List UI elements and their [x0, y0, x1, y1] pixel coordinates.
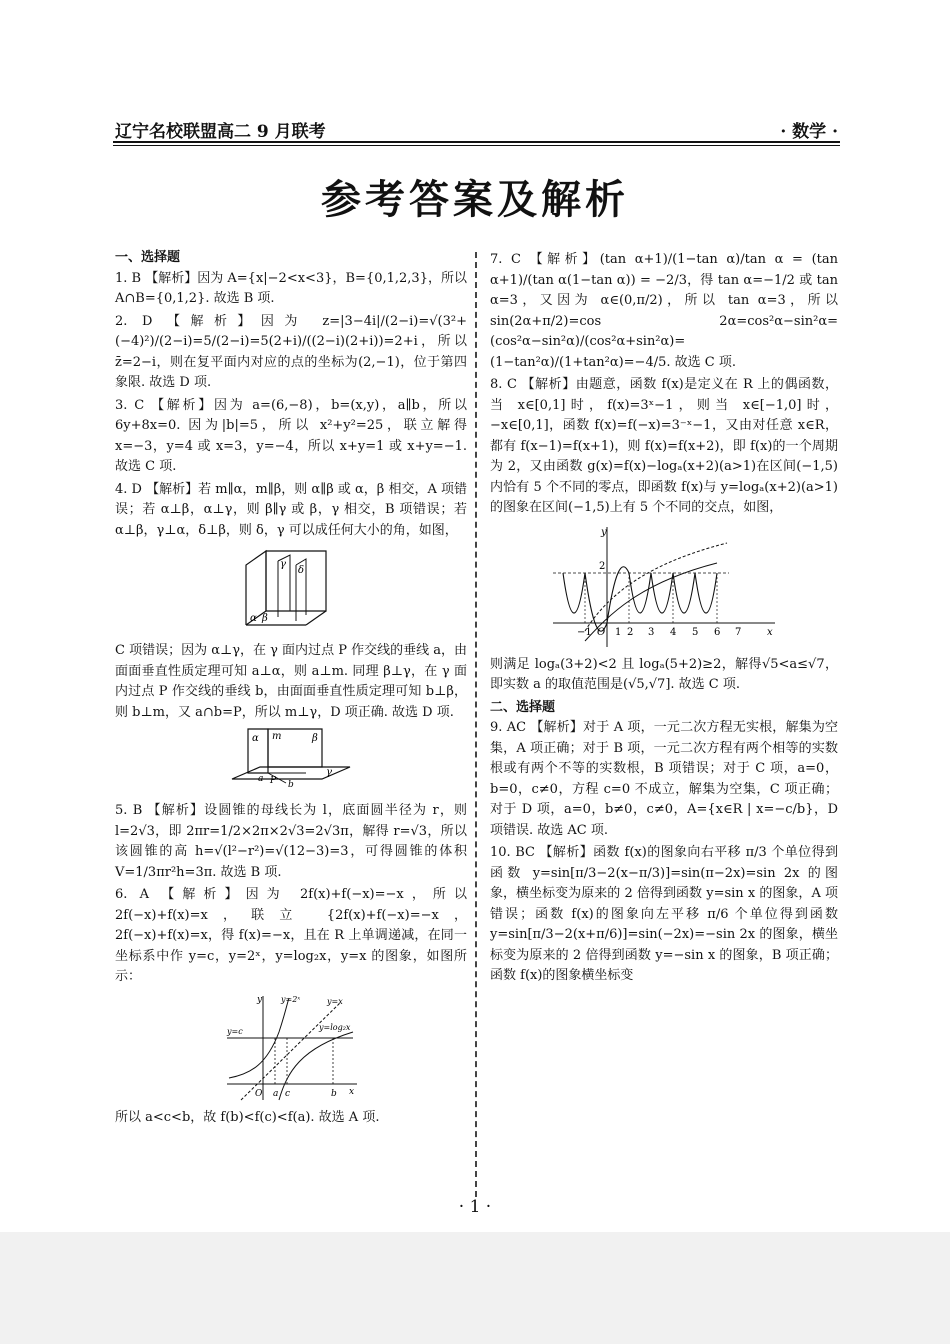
page-bottom-margin: [0, 1232, 950, 1344]
answer-6-part2: 所以 a<c<b，故 f(b)<f(c)<f(a). 故选 A 项.: [115, 1109, 380, 1125]
header-left: 辽宁名校联盟高二 9 月联考: [115, 122, 326, 142]
answer-5: 5. B 【解析】设圆锥的母线长为 l，底面圆半径为 r，则 l=2√3，即 2πr=1/2×2π×2√3=2√3π，解得 r=√3，所以该圆锥的高 h=√(l²−r²)=√(12−3)=3，可得圆锥的体积 V=1/3πr²h=3π. 故选 B 项.: [115, 803, 467, 880]
answer-3: 3. C 【解析】因为 a=(6,−8)，b=(x,y)，a∥b，所以 6y+8x=0. 因为|b|=5，所以 x²+y²=25，联立解得 x=−3，y=4 或 x=3，y=−4，所以 x+y=1 或 x+y=−1. 故选 C 项.: [115, 397, 467, 474]
label-axis-x: x: [349, 1086, 355, 1097]
answer-10: 10. BC 【解析】函数 f(x)的图象向右平移 π/3 个单位得到函数 y=sin[π/3−2(x−π/3)]=sin(π−2x)=sin 2x 的图象，横坐标变为原来的 2 倍得到函数 y=sin x 的图象，A 项错误；函数 f(x)的图象向左平移 π/6 个单位得到函数 y=sin[π/3−2(x+π/6)]=sin(−2x)=−sin 2x 的图象，横坐标变为原来的 2 倍得到函数 y=−sin x 的图象，B 项正确；函数 f(x)的图象横坐标变: [490, 845, 838, 983]
tick-label: 3: [648, 626, 655, 638]
label-b: b: [331, 1088, 337, 1099]
answer-1: 1. B 【解析】因为 A={x|−2<x<3}，B={0,1,2,3}，所以 A∩B={0,1,2}. 故选 B 项.: [115, 270, 467, 306]
header-rule-thin: [113, 145, 840, 146]
section-heading-2: 二、选择题: [490, 699, 556, 715]
tick-label: 7: [735, 626, 742, 638]
section-heading-1: 一、选择题: [115, 250, 181, 265]
header-right: · 数学 ·: [780, 122, 838, 142]
label-y-c: y=c: [227, 1026, 243, 1036]
answer-4-part1: 4. D 【解析】若 m∥α，m∥β，则 α∥β 或 α，β 相交，A 项错误；若 α⊥β，α⊥γ，则 β∥γ 或 β，γ 相交，B 项错误；若 α⊥β，γ⊥α，δ⊥β，则 δ，γ 可以成任何大小的角，如图，: [115, 481, 467, 538]
label-b: b: [288, 780, 294, 790]
answer-4-part2: C 项错误；因为 α⊥γ，在 γ 面内过点 P 作交线的垂线 a，由面面垂直性质定理可知 a⊥α，则 a⊥m. 同理 β⊥γ，在 γ 面内过点 P 作交线的垂线 b，由面面垂直性质定理可知 b⊥β，则 b⊥m，又 a∩b=P，所以 m⊥γ，D 项正确. 故选 D 项.: [115, 643, 467, 720]
label-a: a: [258, 774, 264, 784]
label-beta: β: [262, 613, 268, 624]
right-column: [490, 250, 838, 989]
tick-label: 6: [714, 626, 721, 638]
label-axis-y: y: [601, 526, 607, 538]
answer-9: 9. AC 【解析】对于 A 项，一元二次方程无实根，解集为空集，A 项正确；对于 B 项，一元二次方程有两个相等的实数根或有两个不等的实数根，B 项错误；对于 C 项，a=0，b=0，c≠0，方程 c=0 不成立，解集为空集，C 项正确；对于 D 项，a=0，b≠0，c≠0，A={x∈R | x=−c/b}，D 项错误. 故选 AC 项.: [490, 720, 838, 838]
figure-q6-graph: [115, 992, 467, 1104]
tick-label: 2: [627, 626, 634, 638]
label-y-x: y=x: [327, 996, 343, 1006]
label-two: 2: [599, 560, 606, 572]
label-beta: β: [312, 733, 318, 744]
tick-label: 5: [692, 626, 699, 638]
column-divider: [475, 252, 477, 1197]
label-delta: δ: [298, 565, 305, 576]
label-origin: O: [597, 626, 606, 638]
answer-8-part1: 8. C 【解析】由题意，函数 f(x)是定义在 R 上的偶函数，当 x∈[0,1]时，f(x)=3ˣ−1，则当 x∈[−1,0]时，−x∈[0,1]，函数 f(x)=f(−x)=3⁻ˣ−1，又由对任意 x∈R，都有 f(x−1)=f(x+1)，则 f(x)=f(x+2)，即 f(x)的一个周期为 2，又由函数 g(x)=f(x)−logₐ(x+2)(a>1)在区间(−1,5)内恰有 5 个不同的零点，即函数 f(x)与 y=logₐ(x+2)(a>1)的图象在区间(−1,5)上有 5 个不同的交点，如图，: [490, 377, 838, 515]
label-axis-x: x: [767, 626, 773, 638]
label-P: P: [270, 776, 277, 786]
label-alpha: α: [250, 613, 257, 624]
label-y-2x: y=2ˣ: [281, 994, 301, 1004]
label-m: m: [272, 731, 282, 742]
tick-label: 4: [670, 626, 677, 638]
tick-label: −1: [577, 626, 592, 638]
page-title: 参考答案及解析: [321, 177, 629, 223]
label-a: a: [273, 1088, 279, 1099]
figure-q8-graph: [490, 523, 838, 651]
answer-2: 2. D 【解析】因为 z=|3−4i|/(2−i)=√(3²+(−4)²)/(2−i)=5/(2−i)=5(2+i)/((2−i)(2+i))=2+i，所以 z̄=2−i，则在复平面内对应的点的坐标为(2,−1)，位于第四象限. 故选 D 项.: [115, 313, 467, 390]
figure-q4b-planes: [115, 727, 467, 797]
label-gamma: γ: [326, 767, 332, 778]
label-c: c: [285, 1088, 291, 1099]
answer-8-part2: 则满足 logₐ(3+2)<2 且 logₐ(5+2)≥2，解得√5<a≤√7，即实数 a 的取值范围是(√5,√7]. 故选 C 项.: [490, 656, 838, 692]
left-column: [115, 248, 467, 1130]
answer-7: 7. C 【解析】(tan α+1)/(1−tan α)/tan α = (tan α+1)/(tan α(1−tan α)) = −2/3，得 tan α=−1/2 或 tan α=3，又因为 α∈(0,π/2)，所以 tan α=3，所以 sin(2α+π/2)=cos 2α=cos²α−sin²α=(cos²α−sin²α)/(cos²α+sin²α)=(1−tan²α)/(1+tan²α)=−4/5. 故选 C 项.: [490, 252, 838, 370]
label-alpha: α: [252, 733, 259, 744]
label-axis-y: y: [257, 994, 263, 1005]
figure-q4-planes: [115, 545, 467, 637]
answer-6-part1: 6. A 【解析】因为 2f(x)+f(−x)=−x，所以 2f(−x)+f(x)=x，联立 {2f(x)+f(−x)=−x，2f(−x)+f(x)=x，得 f(x)=−x，且在 R 上单调递减，在同一坐标系中作 y=c，y=2ˣ，y=log₂x，y=x 的图象，如图所示：: [115, 887, 467, 984]
label-gamma: γ: [280, 559, 286, 570]
tick-label: 1: [615, 626, 622, 638]
label-origin: O: [255, 1088, 263, 1099]
label-y-log: y=log₂x: [319, 1022, 351, 1032]
page-number: · 1 ·: [458, 1197, 492, 1217]
header-rule: [113, 141, 840, 143]
